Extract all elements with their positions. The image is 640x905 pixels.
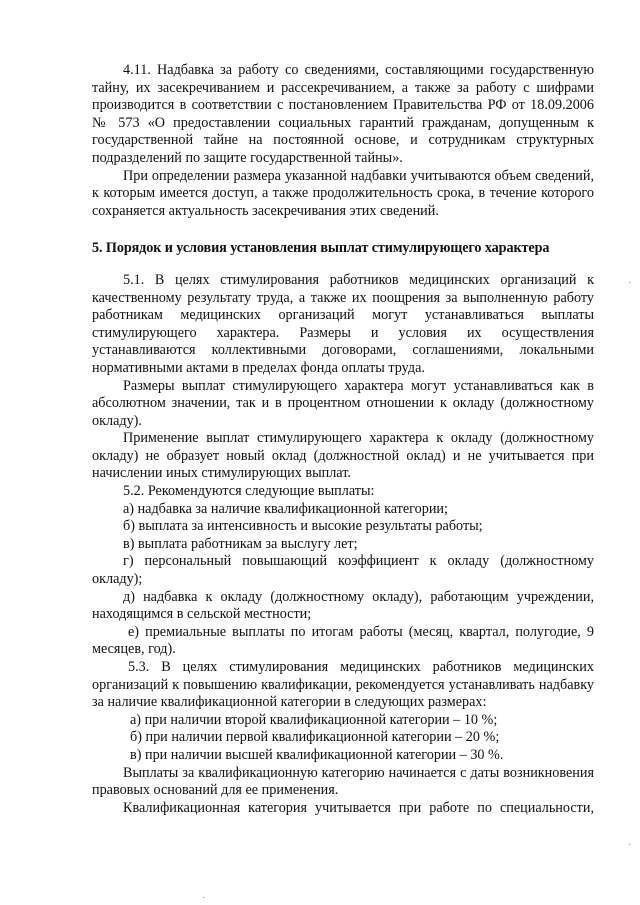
list-item-5-2-a: а) надбавка за наличие квалификационной категории; xyxy=(123,500,448,517)
list-item-5-2-c: в) выплата работникам за выслугу лет; xyxy=(123,535,358,552)
scan-mark: · xyxy=(202,893,206,904)
section-5-heading: 5. Порядок и условия установления выплат стимулирующего характера xyxy=(92,240,550,257)
paragraph-5-1: 5.1. В целях стимулирования работников медицинских организаций к качественному результату труда, а также их поощрения за выполненную работу работникам медицинских организаций могут устанавливаться выплаты стимулирующего характера. Размеры и условия их осуществления устанавливаются коллективными договорами, соглашениями, локальными нормативными актами в пределах фонда оплаты труда. xyxy=(92,271,594,376)
list-item-5-2-e: д) надбавка к окладу (должностному окладу), работающим учреждении, находящимся в сельской местности; xyxy=(92,588,594,623)
paragraph-5-3-start: Выплаты за квалификационную категорию начинается с даты возникновения правовых оснований для ее применения. xyxy=(92,764,594,799)
list-item-5-3-b: б) при наличии первой квалификационной категории – 20 %; xyxy=(130,729,500,746)
list-item-5-3-a: а) при наличии второй квалификационной категории – 10 %; xyxy=(130,711,498,728)
paragraph-5-2: 5.2. Рекомендуются следующие выплаты: xyxy=(123,483,375,500)
paragraph-5-3-specialty: Квалификационная категория учитывается при работе по специальности, xyxy=(123,799,594,816)
list-item-5-2-d: г) персональный повышающий коэффициент к окладу (должностному окладу); xyxy=(92,553,594,588)
paragraph-4-11-note: При определении размера указанной надбавки учитываются объем сведений, к которым имеется доступ, а также продолжительность срока, в течение которого сохраняется актуальность засекречивания этих сведений. xyxy=(92,167,594,219)
list-item-5-2-f: е) премиальные выплаты по итогам работы (месяц, квартал, полугодие, 9 месяцев, год). xyxy=(92,623,594,658)
paragraph-5-1-sizes: Размеры выплат стимулирующего характера могут устанавливаться как в абсолютном значении, так и в процентном отношении к окладу (должностному окладу). xyxy=(92,377,594,429)
list-item-5-2-b: б) выплата за интенсивность и высокие результаты работы; xyxy=(123,518,483,535)
paragraph-4-11: 4.11. Надбавка за работу со сведениями, составляющими государственную тайну, их засекречиванием и рассекречиванием, а также за работу с шифрами производится в соответствии с постановлением Правительства РФ от 18.09.2006 № 573 «О предоставлении социальных гарантий гражданам, допущенным к государственной тайне на постоянной основе, и сотрудникам структурных подразделений по защите государственной тайны». xyxy=(92,62,594,166)
scan-mark: · xyxy=(628,278,632,289)
list-item-5-3-c: в) при наличии высшей квалификационной категории – 30 %. xyxy=(130,746,504,763)
scan-mark: · xyxy=(628,840,632,851)
document-body xyxy=(92,62,594,817)
paragraph-5-3: 5.3. В целях стимулирования медицинских работников медицинских организаций к повышению квалификации, рекомендуется устанавливать надбавку за наличие квалификационной категории в следующих размерах: xyxy=(92,659,594,711)
paragraph-5-1-application: Применение выплат стимулирующего характера к окладу (должностному окладу) не образует новый оклад (должностной оклад) и не учитывается при начислении иных стимулирующих выплат. xyxy=(92,430,594,482)
